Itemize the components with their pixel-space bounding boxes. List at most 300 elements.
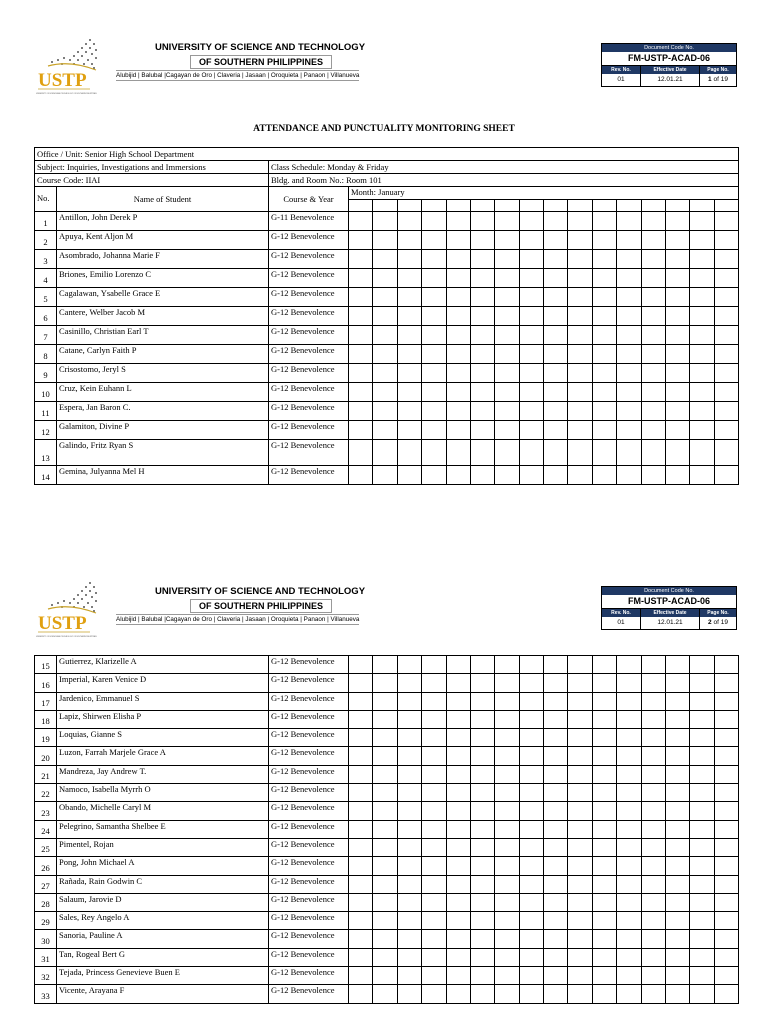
- attendance-cell[interactable]: [714, 802, 738, 820]
- attendance-cell[interactable]: [373, 307, 397, 326]
- attendance-cell[interactable]: [446, 440, 470, 466]
- attendance-cell[interactable]: [397, 948, 421, 966]
- attendance-cell[interactable]: [422, 656, 446, 674]
- attendance-cell[interactable]: [495, 269, 519, 288]
- attendance-cell[interactable]: [690, 820, 714, 838]
- attendance-cell[interactable]: [665, 269, 689, 288]
- attendance-cell[interactable]: [373, 421, 397, 440]
- attendance-cell[interactable]: [568, 656, 592, 674]
- attendance-cell[interactable]: [470, 967, 494, 985]
- attendance-cell[interactable]: [690, 875, 714, 893]
- attendance-cell[interactable]: [544, 875, 568, 893]
- attendance-cell[interactable]: [690, 747, 714, 765]
- attendance-cell[interactable]: [665, 231, 689, 250]
- attendance-cell[interactable]: [397, 212, 421, 231]
- attendance-cell[interactable]: [446, 383, 470, 402]
- attendance-cell[interactable]: [641, 421, 665, 440]
- attendance-cell[interactable]: [665, 948, 689, 966]
- attendance-cell[interactable]: [617, 948, 641, 966]
- attendance-cell[interactable]: [519, 440, 543, 466]
- attendance-cell[interactable]: [373, 269, 397, 288]
- attendance-cell[interactable]: [714, 364, 739, 383]
- attendance-cell[interactable]: [544, 710, 568, 728]
- attendance-cell[interactable]: [397, 231, 421, 250]
- attendance-cell[interactable]: [690, 784, 714, 802]
- attendance-cell[interactable]: [592, 288, 616, 307]
- attendance-cell[interactable]: [519, 674, 543, 692]
- attendance-cell[interactable]: [665, 692, 689, 710]
- attendance-cell[interactable]: [349, 307, 373, 326]
- attendance-cell[interactable]: [568, 421, 592, 440]
- attendance-cell[interactable]: [568, 250, 592, 269]
- attendance-cell[interactable]: [470, 948, 494, 966]
- attendance-cell[interactable]: [373, 893, 397, 911]
- attendance-cell[interactable]: [665, 820, 689, 838]
- attendance-cell[interactable]: [446, 802, 470, 820]
- attendance-cell[interactable]: [495, 729, 519, 747]
- attendance-cell[interactable]: [690, 326, 714, 345]
- attendance-cell[interactable]: [714, 930, 738, 948]
- attendance-cell[interactable]: [519, 967, 543, 985]
- attendance-cell[interactable]: [349, 802, 373, 820]
- attendance-cell[interactable]: [544, 784, 568, 802]
- attendance-cell[interactable]: [373, 383, 397, 402]
- attendance-cell[interactable]: [470, 857, 494, 875]
- attendance-cell[interactable]: [349, 250, 373, 269]
- attendance-cell[interactable]: [519, 692, 543, 710]
- attendance-cell[interactable]: [495, 421, 519, 440]
- attendance-cell[interactable]: [349, 912, 373, 930]
- attendance-cell[interactable]: [592, 250, 616, 269]
- attendance-cell[interactable]: [446, 345, 470, 364]
- attendance-cell[interactable]: [446, 402, 470, 421]
- attendance-cell[interactable]: [495, 383, 519, 402]
- attendance-cell[interactable]: [397, 857, 421, 875]
- attendance-cell[interactable]: [349, 364, 373, 383]
- attendance-cell[interactable]: [446, 820, 470, 838]
- attendance-cell[interactable]: [519, 364, 543, 383]
- attendance-cell[interactable]: [446, 656, 470, 674]
- attendance-cell[interactable]: [665, 857, 689, 875]
- attendance-cell[interactable]: [665, 402, 689, 421]
- attendance-cell[interactable]: [665, 364, 689, 383]
- attendance-cell[interactable]: [519, 985, 543, 1003]
- attendance-cell[interactable]: [665, 729, 689, 747]
- attendance-cell[interactable]: [665, 747, 689, 765]
- attendance-cell[interactable]: [495, 402, 519, 421]
- attendance-cell[interactable]: [665, 440, 689, 466]
- attendance-cell[interactable]: [592, 421, 616, 440]
- attendance-cell[interactable]: [617, 967, 641, 985]
- attendance-cell[interactable]: [446, 212, 470, 231]
- attendance-cell[interactable]: [495, 212, 519, 231]
- attendance-cell[interactable]: [495, 838, 519, 856]
- attendance-cell[interactable]: [397, 838, 421, 856]
- attendance-cell[interactable]: [519, 784, 543, 802]
- attendance-cell[interactable]: [470, 656, 494, 674]
- attendance-cell[interactable]: [397, 421, 421, 440]
- attendance-cell[interactable]: [519, 747, 543, 765]
- attendance-cell[interactable]: [568, 326, 592, 345]
- attendance-cell[interactable]: [665, 784, 689, 802]
- attendance-cell[interactable]: [349, 765, 373, 783]
- attendance-cell[interactable]: [422, 402, 446, 421]
- attendance-cell[interactable]: [349, 466, 373, 485]
- attendance-cell[interactable]: [690, 250, 714, 269]
- attendance-cell[interactable]: [446, 893, 470, 911]
- attendance-cell[interactable]: [714, 692, 738, 710]
- attendance-cell[interactable]: [641, 729, 665, 747]
- attendance-cell[interactable]: [470, 307, 494, 326]
- attendance-cell[interactable]: [422, 875, 446, 893]
- attendance-cell[interactable]: [568, 838, 592, 856]
- attendance-cell[interactable]: [592, 784, 616, 802]
- attendance-cell[interactable]: [617, 747, 641, 765]
- attendance-cell[interactable]: [617, 930, 641, 948]
- attendance-cell[interactable]: [349, 656, 373, 674]
- attendance-cell[interactable]: [422, 930, 446, 948]
- attendance-cell[interactable]: [544, 985, 568, 1003]
- attendance-cell[interactable]: [446, 838, 470, 856]
- attendance-cell[interactable]: [617, 364, 641, 383]
- attendance-cell[interactable]: [617, 250, 641, 269]
- attendance-cell[interactable]: [349, 674, 373, 692]
- attendance-cell[interactable]: [544, 967, 568, 985]
- attendance-cell[interactable]: [544, 250, 568, 269]
- attendance-cell[interactable]: [641, 466, 665, 485]
- attendance-cell[interactable]: [446, 288, 470, 307]
- attendance-cell[interactable]: [592, 838, 616, 856]
- attendance-cell[interactable]: [544, 466, 568, 485]
- attendance-cell[interactable]: [568, 967, 592, 985]
- attendance-cell[interactable]: [544, 212, 568, 231]
- attendance-cell[interactable]: [617, 212, 641, 231]
- attendance-cell[interactable]: [446, 307, 470, 326]
- attendance-cell[interactable]: [665, 345, 689, 364]
- attendance-cell[interactable]: [544, 307, 568, 326]
- attendance-cell[interactable]: [665, 307, 689, 326]
- attendance-cell[interactable]: [349, 875, 373, 893]
- attendance-cell[interactable]: [349, 948, 373, 966]
- attendance-cell[interactable]: [617, 231, 641, 250]
- attendance-cell[interactable]: [617, 802, 641, 820]
- attendance-cell[interactable]: [349, 985, 373, 1003]
- attendance-cell[interactable]: [373, 985, 397, 1003]
- attendance-cell[interactable]: [641, 893, 665, 911]
- attendance-cell[interactable]: [714, 656, 738, 674]
- attendance-cell[interactable]: [349, 212, 373, 231]
- attendance-cell[interactable]: [519, 912, 543, 930]
- attendance-cell[interactable]: [422, 857, 446, 875]
- attendance-cell[interactable]: [519, 656, 543, 674]
- attendance-cell[interactable]: [397, 269, 421, 288]
- attendance-cell[interactable]: [641, 967, 665, 985]
- attendance-cell[interactable]: [568, 440, 592, 466]
- attendance-cell[interactable]: [544, 747, 568, 765]
- attendance-cell[interactable]: [544, 692, 568, 710]
- attendance-cell[interactable]: [592, 692, 616, 710]
- attendance-cell[interactable]: [641, 784, 665, 802]
- attendance-cell[interactable]: [397, 288, 421, 307]
- attendance-cell[interactable]: [422, 421, 446, 440]
- attendance-cell[interactable]: [495, 307, 519, 326]
- attendance-cell[interactable]: [495, 893, 519, 911]
- attendance-cell[interactable]: [422, 985, 446, 1003]
- attendance-cell[interactable]: [446, 674, 470, 692]
- attendance-cell[interactable]: [519, 893, 543, 911]
- attendance-cell[interactable]: [592, 967, 616, 985]
- attendance-cell[interactable]: [568, 692, 592, 710]
- attendance-cell[interactable]: [690, 231, 714, 250]
- attendance-cell[interactable]: [470, 985, 494, 1003]
- attendance-cell[interactable]: [349, 692, 373, 710]
- attendance-cell[interactable]: [592, 948, 616, 966]
- attendance-cell[interactable]: [641, 364, 665, 383]
- attendance-cell[interactable]: [617, 307, 641, 326]
- attendance-cell[interactable]: [568, 747, 592, 765]
- attendance-cell[interactable]: [397, 345, 421, 364]
- attendance-cell[interactable]: [714, 857, 738, 875]
- attendance-cell[interactable]: [544, 820, 568, 838]
- attendance-cell[interactable]: [690, 893, 714, 911]
- attendance-cell[interactable]: [714, 765, 738, 783]
- attendance-cell[interactable]: [617, 269, 641, 288]
- attendance-cell[interactable]: [470, 250, 494, 269]
- attendance-cell[interactable]: [446, 948, 470, 966]
- attendance-cell[interactable]: [617, 710, 641, 728]
- attendance-cell[interactable]: [373, 466, 397, 485]
- attendance-cell[interactable]: [617, 692, 641, 710]
- attendance-cell[interactable]: [592, 747, 616, 765]
- attendance-cell[interactable]: [690, 765, 714, 783]
- attendance-cell[interactable]: [568, 948, 592, 966]
- attendance-cell[interactable]: [495, 364, 519, 383]
- attendance-cell[interactable]: [617, 820, 641, 838]
- attendance-cell[interactable]: [617, 729, 641, 747]
- attendance-cell[interactable]: [665, 802, 689, 820]
- attendance-cell[interactable]: [519, 212, 543, 231]
- attendance-cell[interactable]: [714, 345, 739, 364]
- attendance-cell[interactable]: [470, 820, 494, 838]
- attendance-cell[interactable]: [641, 326, 665, 345]
- attendance-cell[interactable]: [690, 967, 714, 985]
- attendance-cell[interactable]: [446, 364, 470, 383]
- attendance-cell[interactable]: [592, 674, 616, 692]
- attendance-cell[interactable]: [422, 765, 446, 783]
- attendance-cell[interactable]: [397, 765, 421, 783]
- attendance-cell[interactable]: [690, 912, 714, 930]
- attendance-cell[interactable]: [714, 421, 739, 440]
- attendance-cell[interactable]: [544, 383, 568, 402]
- attendance-cell[interactable]: [665, 893, 689, 911]
- attendance-cell[interactable]: [714, 307, 739, 326]
- attendance-cell[interactable]: [544, 440, 568, 466]
- attendance-cell[interactable]: [592, 875, 616, 893]
- attendance-cell[interactable]: [349, 288, 373, 307]
- attendance-cell[interactable]: [690, 383, 714, 402]
- attendance-cell[interactable]: [544, 802, 568, 820]
- attendance-cell[interactable]: [495, 948, 519, 966]
- attendance-cell[interactable]: [665, 383, 689, 402]
- attendance-cell[interactable]: [592, 985, 616, 1003]
- attendance-cell[interactable]: [422, 383, 446, 402]
- attendance-cell[interactable]: [665, 656, 689, 674]
- attendance-cell[interactable]: [592, 231, 616, 250]
- attendance-cell[interactable]: [592, 212, 616, 231]
- attendance-cell[interactable]: [422, 784, 446, 802]
- attendance-cell[interactable]: [519, 820, 543, 838]
- attendance-cell[interactable]: [690, 345, 714, 364]
- attendance-cell[interactable]: [544, 912, 568, 930]
- attendance-cell[interactable]: [373, 710, 397, 728]
- attendance-cell[interactable]: [470, 802, 494, 820]
- attendance-cell[interactable]: [690, 288, 714, 307]
- attendance-cell[interactable]: [446, 710, 470, 728]
- attendance-cell[interactable]: [470, 212, 494, 231]
- attendance-cell[interactable]: [544, 326, 568, 345]
- attendance-cell[interactable]: [349, 893, 373, 911]
- attendance-cell[interactable]: [714, 820, 738, 838]
- attendance-cell[interactable]: [617, 421, 641, 440]
- attendance-cell[interactable]: [495, 802, 519, 820]
- attendance-cell[interactable]: [519, 345, 543, 364]
- attendance-cell[interactable]: [470, 466, 494, 485]
- attendance-cell[interactable]: [422, 250, 446, 269]
- attendance-cell[interactable]: [519, 288, 543, 307]
- attendance-cell[interactable]: [592, 364, 616, 383]
- attendance-cell[interactable]: [714, 269, 739, 288]
- attendance-cell[interactable]: [617, 985, 641, 1003]
- attendance-cell[interactable]: [495, 912, 519, 930]
- attendance-cell[interactable]: [422, 692, 446, 710]
- attendance-cell[interactable]: [714, 326, 739, 345]
- attendance-cell[interactable]: [373, 729, 397, 747]
- attendance-cell[interactable]: [446, 912, 470, 930]
- attendance-cell[interactable]: [495, 231, 519, 250]
- attendance-cell[interactable]: [349, 710, 373, 728]
- attendance-cell[interactable]: [714, 729, 738, 747]
- attendance-cell[interactable]: [495, 326, 519, 345]
- attendance-cell[interactable]: [714, 383, 739, 402]
- attendance-cell[interactable]: [592, 307, 616, 326]
- attendance-cell[interactable]: [592, 383, 616, 402]
- attendance-cell[interactable]: [397, 674, 421, 692]
- attendance-cell[interactable]: [617, 440, 641, 466]
- attendance-cell[interactable]: [495, 765, 519, 783]
- attendance-cell[interactable]: [592, 765, 616, 783]
- attendance-cell[interactable]: [665, 710, 689, 728]
- attendance-cell[interactable]: [470, 383, 494, 402]
- attendance-cell[interactable]: [592, 656, 616, 674]
- attendance-cell[interactable]: [568, 212, 592, 231]
- attendance-cell[interactable]: [568, 231, 592, 250]
- attendance-cell[interactable]: [373, 345, 397, 364]
- attendance-cell[interactable]: [592, 820, 616, 838]
- attendance-cell[interactable]: [422, 212, 446, 231]
- attendance-cell[interactable]: [641, 985, 665, 1003]
- attendance-cell[interactable]: [373, 912, 397, 930]
- attendance-cell[interactable]: [397, 383, 421, 402]
- attendance-cell[interactable]: [544, 729, 568, 747]
- attendance-cell[interactable]: [690, 710, 714, 728]
- attendance-cell[interactable]: [544, 948, 568, 966]
- attendance-cell[interactable]: [714, 912, 738, 930]
- attendance-cell[interactable]: [373, 838, 397, 856]
- attendance-cell[interactable]: [397, 729, 421, 747]
- attendance-cell[interactable]: [641, 345, 665, 364]
- attendance-cell[interactable]: [690, 269, 714, 288]
- attendance-cell[interactable]: [568, 875, 592, 893]
- attendance-cell[interactable]: [422, 838, 446, 856]
- attendance-cell[interactable]: [446, 930, 470, 948]
- attendance-cell[interactable]: [349, 930, 373, 948]
- attendance-cell[interactable]: [495, 710, 519, 728]
- attendance-cell[interactable]: [568, 765, 592, 783]
- attendance-cell[interactable]: [641, 875, 665, 893]
- attendance-cell[interactable]: [495, 288, 519, 307]
- attendance-cell[interactable]: [470, 838, 494, 856]
- attendance-cell[interactable]: [568, 784, 592, 802]
- attendance-cell[interactable]: [446, 857, 470, 875]
- attendance-cell[interactable]: [714, 893, 738, 911]
- attendance-cell[interactable]: [470, 402, 494, 421]
- attendance-cell[interactable]: [714, 288, 739, 307]
- attendance-cell[interactable]: [470, 674, 494, 692]
- attendance-cell[interactable]: [714, 985, 738, 1003]
- attendance-cell[interactable]: [349, 820, 373, 838]
- attendance-cell[interactable]: [592, 440, 616, 466]
- attendance-cell[interactable]: [519, 307, 543, 326]
- attendance-cell[interactable]: [544, 231, 568, 250]
- attendance-cell[interactable]: [397, 250, 421, 269]
- attendance-cell[interactable]: [665, 250, 689, 269]
- attendance-cell[interactable]: [641, 288, 665, 307]
- attendance-cell[interactable]: [617, 345, 641, 364]
- attendance-cell[interactable]: [446, 985, 470, 1003]
- attendance-cell[interactable]: [568, 802, 592, 820]
- attendance-cell[interactable]: [617, 656, 641, 674]
- attendance-cell[interactable]: [568, 729, 592, 747]
- attendance-cell[interactable]: [592, 729, 616, 747]
- attendance-cell[interactable]: [665, 765, 689, 783]
- attendance-cell[interactable]: [568, 307, 592, 326]
- attendance-cell[interactable]: [544, 838, 568, 856]
- attendance-cell[interactable]: [568, 893, 592, 911]
- attendance-cell[interactable]: [422, 466, 446, 485]
- attendance-cell[interactable]: [397, 802, 421, 820]
- attendance-cell[interactable]: [519, 466, 543, 485]
- attendance-cell[interactable]: [349, 967, 373, 985]
- attendance-cell[interactable]: [665, 288, 689, 307]
- attendance-cell[interactable]: [592, 710, 616, 728]
- attendance-cell[interactable]: [373, 231, 397, 250]
- attendance-cell[interactable]: [665, 930, 689, 948]
- attendance-cell[interactable]: [641, 383, 665, 402]
- attendance-cell[interactable]: [446, 466, 470, 485]
- attendance-cell[interactable]: [544, 857, 568, 875]
- attendance-cell[interactable]: [373, 402, 397, 421]
- attendance-cell[interactable]: [690, 692, 714, 710]
- attendance-cell[interactable]: [544, 364, 568, 383]
- attendance-cell[interactable]: [690, 985, 714, 1003]
- attendance-cell[interactable]: [592, 345, 616, 364]
- attendance-cell[interactable]: [519, 710, 543, 728]
- attendance-cell[interactable]: [665, 212, 689, 231]
- attendance-cell[interactable]: [641, 857, 665, 875]
- attendance-cell[interactable]: [544, 345, 568, 364]
- attendance-cell[interactable]: [641, 948, 665, 966]
- attendance-cell[interactable]: [641, 912, 665, 930]
